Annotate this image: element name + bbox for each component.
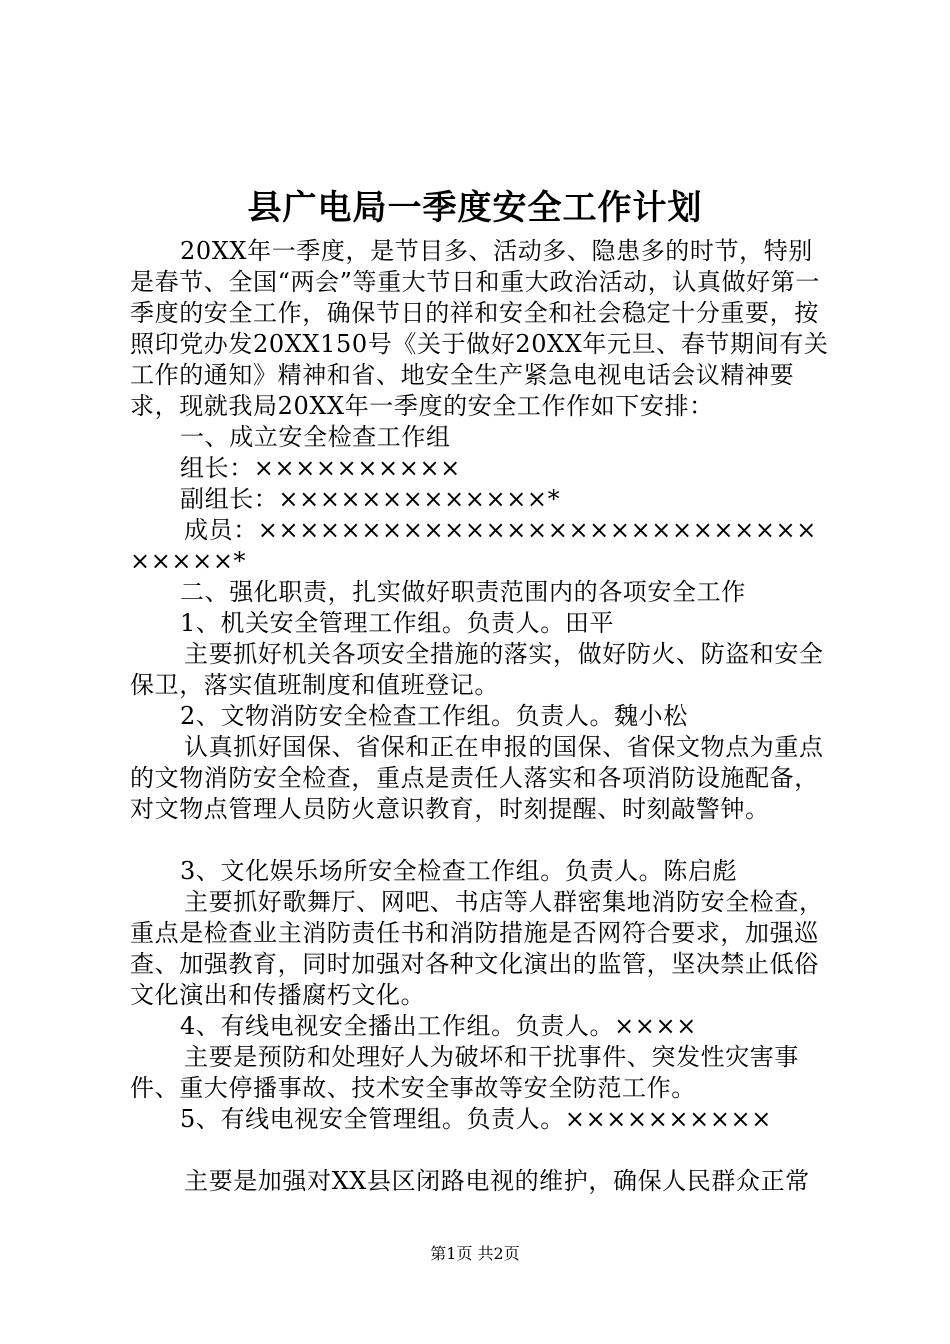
members-line: 成员：××××××××××××××××××××××××××××××××* [130, 516, 817, 575]
group-3-description: 主要抓好歌舞厅、网吧、书店等人群密集地消防安全检查，重点是检查业主消防责任书和消防措施是否网符合要求，加强巡查、加强教育，同时加强对各种文化演出的监管，坚决禁止低俗文化演出和传播腐朽文化。 [130, 888, 824, 1009]
section-heading-1: 一、成立安全检查工作组 [180, 423, 451, 451]
group-1-heading: 1、机关安全管理工作组。负责人。田平 [180, 609, 615, 637]
group-5-heading: 5、有线电视安全管理组。负责人。×××××××××× [180, 1105, 772, 1133]
document-body [130, 236, 835, 1197]
paragraph-gap [130, 1135, 835, 1166]
page-number: 第1页 共2页 [430, 1244, 520, 1263]
leader-line: 组长：×××××××××× [180, 454, 461, 482]
group-2-description: 认真抓好国保、省保和正在申报的国保、省保文物点为重点的文物消防安全检查，重点是责任人落实和各项消防设施配备，对文物点管理人员防火意识教育，时刻提醒、时刻敲警钟。 [130, 733, 824, 823]
deputy-leader-line: 副组长：×××××××××××××* [180, 485, 561, 513]
paragraph-gap [130, 825, 835, 856]
document-title: 县广电局一季度安全工作计划 [247, 188, 703, 228]
section-heading-2: 二、强化职责，扎实做好职责范围内的各项安全工作 [180, 578, 746, 606]
group-4-heading: 4、有线电视安全播出工作组。负责人。×××× [180, 1012, 697, 1040]
group-4-description: 主要是预防和处理好人为破坏和干扰事件、突发性灾害事件、重大停播事故、技术安全事故等安全防范工作。 [130, 1043, 799, 1102]
intro-paragraph: 20XX年一季度，是节目多、活动多、隐患多的时节，特别是春节、全国“两会”等重大节日和重大政治活动，认真做好第一季度的安全工作，确保节日的祥和安全和社会稳定十分重要，按照印党办发20XX150号《关于做好20XX年元旦、春节期间有关工作的通知》精神和省、地安全生产紧急电视电话会议精神要求，现就我局20XX年一季度的安全工作作如下安排： [130, 237, 829, 420]
group-1-description: 主要抓好机关各项安全措施的落实，做好防火、防盗和安全保卫，落实值班制度和值班登记。 [130, 640, 824, 699]
group-3-heading: 3、文化娱乐场所安全检查工作组。负责人。陈启彪 [180, 857, 738, 885]
group-5-description: 主要是加强对XX县区闭路电视的维护，确保人民群众正常 [184, 1167, 810, 1195]
group-2-heading: 2、文物消防安全检查工作组。负责人。魏小松 [180, 702, 688, 730]
